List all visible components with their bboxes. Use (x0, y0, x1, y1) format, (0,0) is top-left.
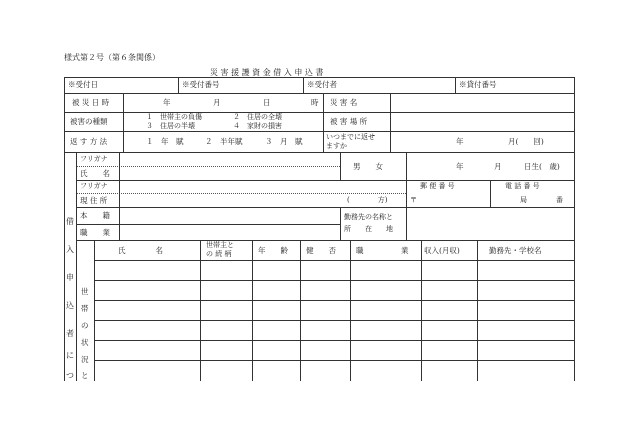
workplace-label-line1: 勤務先の名称と (344, 213, 393, 221)
form-title: 災 害 援 護 資 金 借 入 申 込 書 (210, 68, 324, 77)
applicant-side-char-3: 申 (66, 273, 74, 282)
postal-code-label: 郵 便 番 号 (420, 182, 455, 190)
phone-number-suffix: 番 (556, 196, 563, 204)
name-field[interactable] (120, 153, 339, 179)
postal-mark: 〒 (410, 196, 417, 204)
household-row-6[interactable] (95, 361, 573, 380)
household-row-4[interactable] (95, 321, 573, 339)
household-row-3[interactable] (95, 301, 573, 319)
household-row-1[interactable] (95, 261, 573, 279)
disaster-name-label: 災 害 名 (330, 98, 358, 107)
workplace-field[interactable] (407, 208, 573, 239)
applicant-side-char-4: 込 (66, 301, 74, 310)
dob-day-age: 日生( 歳) (524, 162, 560, 171)
col-header-name: 氏 名 (118, 246, 163, 255)
damage-option-injury[interactable]: １ 世帯主の負傷 (146, 113, 202, 121)
household-row-2[interactable] (95, 281, 573, 299)
disaster-name-field[interactable] (391, 94, 573, 111)
household-side-char-2: 帯 (81, 304, 89, 313)
household-side-char-5: 況 (81, 355, 89, 364)
applicant-side-char-1: 借 (66, 217, 74, 226)
household-side-char-3: の (81, 321, 89, 330)
repay-option-monthly[interactable]: ３ 月 賦 (265, 137, 303, 146)
dob-month: 月 (494, 162, 502, 171)
col-header-income: 収入(月収) (424, 246, 460, 255)
honseki-field[interactable] (120, 208, 339, 223)
col-header-occupation: 職 業 (356, 246, 409, 255)
occupation-field[interactable] (120, 225, 339, 239)
damage-option-household-goods[interactable]: ４ 家財の損害 (233, 122, 282, 130)
applicant-side-char-6: に (66, 351, 74, 360)
repay-option-annual[interactable]: １ 年 賦 (146, 137, 184, 146)
received-number-label: ※受付番号 (182, 80, 220, 89)
col-header-relation-line2: の 続 柄 (206, 250, 232, 258)
dob-year: 年 (456, 162, 464, 171)
disaster-month: 月 (213, 98, 221, 107)
damage-type-label: 被害の種類 (70, 117, 108, 126)
col-header-work-school: 勤務先・学校名 (489, 246, 542, 255)
sex-option[interactable]: 男 女 (353, 162, 383, 171)
col-header-relation-line1: 世帯主と (206, 241, 234, 249)
damage-place-field[interactable] (391, 113, 573, 130)
applicant-side-char-5: 者 (66, 329, 74, 338)
receiver-label: ※受付者 (307, 80, 337, 89)
applicant-side-char-7: つ (66, 371, 74, 380)
repay-option-semiannual[interactable]: ２ 半年賦 (205, 137, 243, 146)
applicant-side-char-2: 入 (66, 245, 74, 254)
household-side-char-6: と (81, 371, 89, 380)
disaster-day: 日 (263, 98, 271, 107)
disaster-hour: 時 (311, 98, 319, 107)
occupation-label: 職 業 (80, 228, 110, 237)
household-side-char-4: 状 (81, 338, 89, 347)
repay-method-label: 返 す 方 法 (70, 137, 108, 146)
repay-deadline-month-times: 月( 回) (508, 137, 544, 146)
col-header-health: 健 否 (306, 246, 336, 255)
furigana2-label: フリガナ (80, 182, 108, 190)
repay-deadline-year: 年 (456, 137, 464, 146)
loan-number-label: ※貸付番号 (459, 80, 497, 89)
disaster-year: 年 (163, 98, 171, 107)
damage-option-half-collapse[interactable]: ３ 住居の半壊 (146, 122, 195, 130)
phone-exchange: 局 (520, 196, 527, 204)
col-header-age: 年 齢 (258, 246, 288, 255)
received-date-label: ※受付日 (68, 80, 98, 89)
phone-number-label: 電 話 番 号 (505, 182, 540, 190)
household-row-5[interactable] (95, 341, 573, 359)
address-care-of: ( 方) (347, 196, 388, 204)
repay-deadline-label-line1: いつまでに返せ (326, 133, 375, 141)
workplace-label-line2: 所 在 地 (344, 225, 393, 233)
repay-deadline-label-line2: ますか (326, 142, 347, 150)
disaster-date-label: 被 災 日 時 (72, 98, 110, 107)
name-label: 氏 名 (80, 169, 110, 178)
honseki-label: 本 籍 (80, 211, 110, 220)
furigana-label: フリガナ (80, 155, 108, 163)
household-side-char-1: 世 (81, 287, 89, 296)
damage-option-total-collapse[interactable]: ２ 住居の全壊 (233, 113, 282, 121)
form-number: 様式第２号（第６条関係） (64, 53, 160, 62)
damage-place-label: 被 害 場 所 (330, 117, 368, 126)
address-label: 現 住 所 (80, 196, 108, 205)
